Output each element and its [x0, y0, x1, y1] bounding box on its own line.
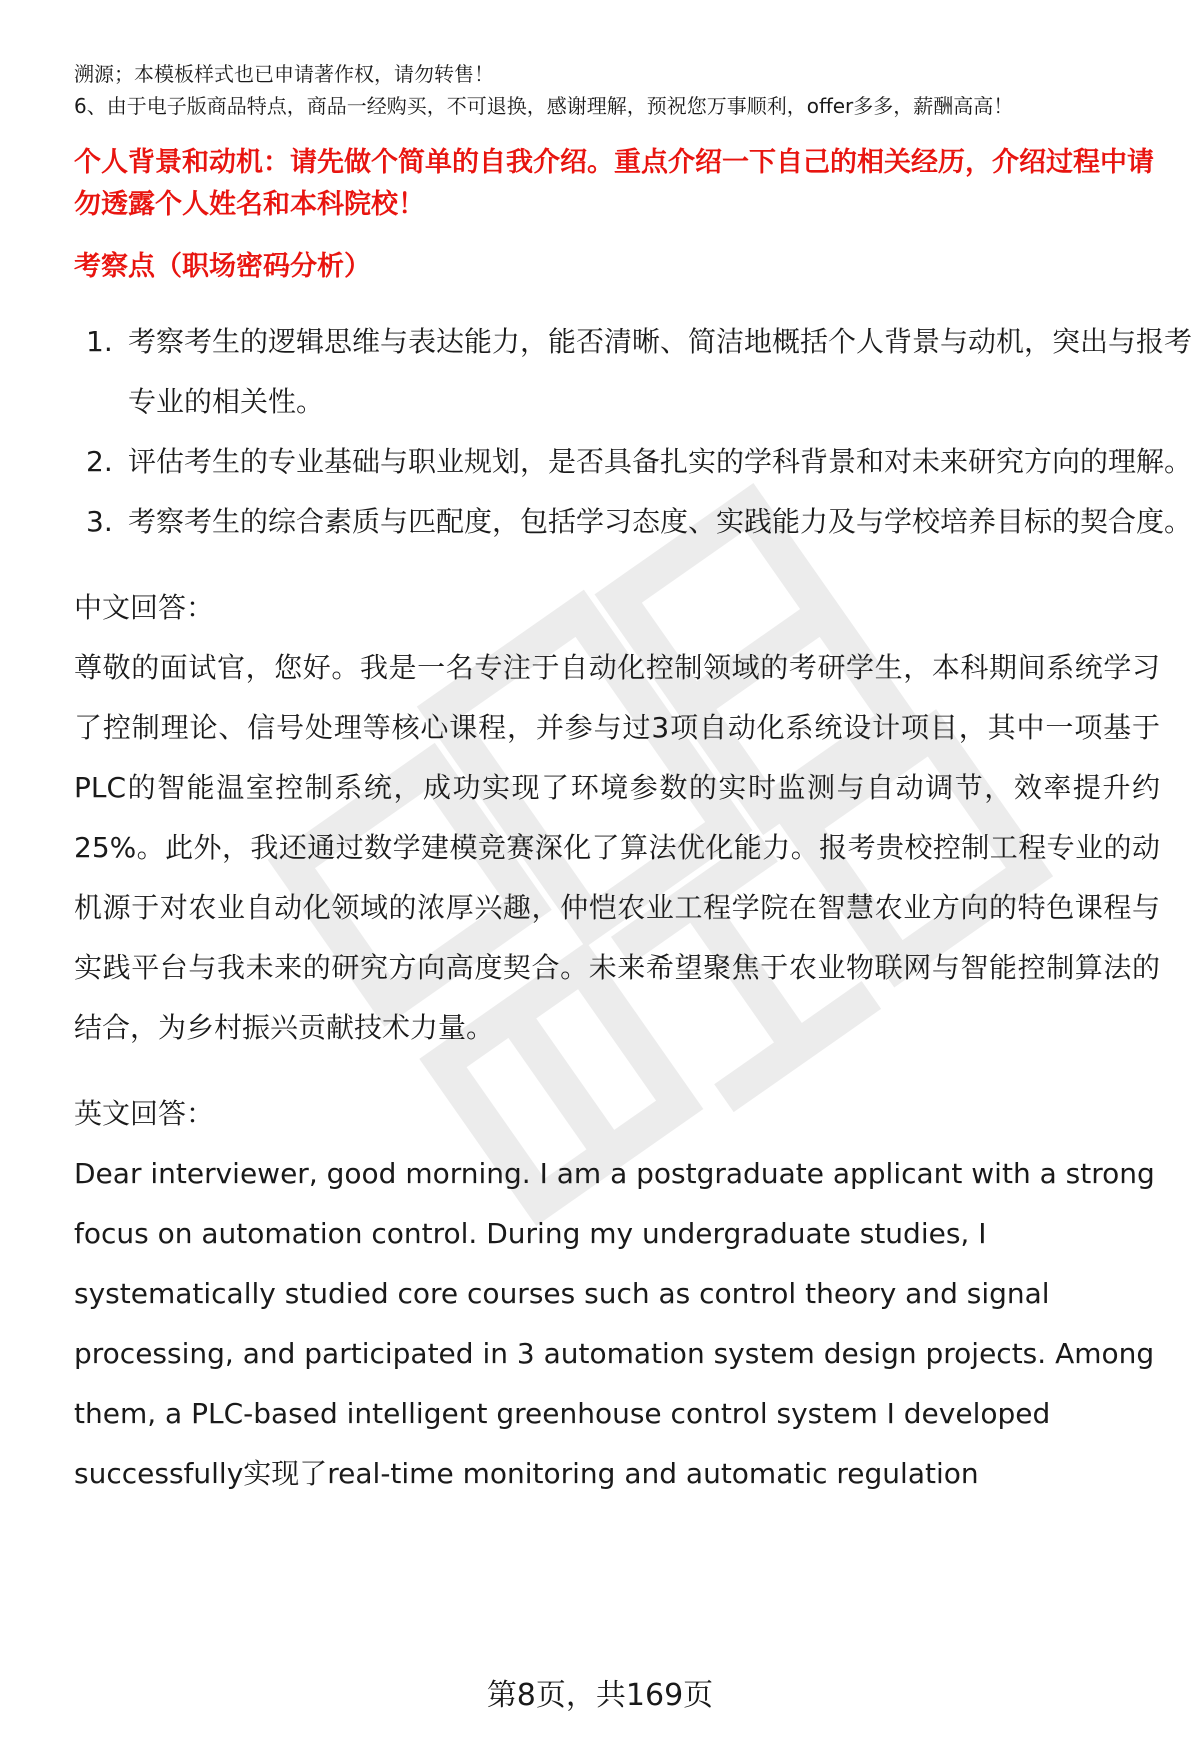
analysis-title: 考察点（职场密码分析）	[74, 251, 371, 282]
question-heading: 个人背景和动机：请先做个简单的自我介绍。重点介绍一下自己的相关经历，介绍过程中请勿透露个人姓名和本科院校！	[74, 147, 1154, 220]
analysis-point	[74, 492, 1200, 552]
analysis-point	[74, 312, 1200, 432]
notice-line-2: 6、由于电子版商品特点，商品一经购买，不可退换，感谢理解，预祝您万事顺利，offer多多，薪酬高高！	[74, 94, 1014, 118]
analysis-point	[74, 432, 1200, 492]
point-text: 考察考生的逻辑思维与表达能力，能否清晰、简洁地概括个人背景与动机，突出与报考专业的相关性。	[128, 325, 1193, 418]
point-number: 2.	[86, 445, 113, 478]
point-number: 3.	[86, 505, 113, 538]
notice-line-1: 溯源；本模板样式也已申请著作权，请勿转售！	[74, 62, 494, 86]
point-number: 1.	[86, 325, 113, 358]
point-text: 评估考生的专业基础与职业规划，是否具备扎实的学科背景和对未来研究方向的理解。	[128, 445, 1193, 478]
chinese-answer-label: 中文回答：	[74, 591, 215, 624]
english-answer-text: Dear interviewer, good morning. I am a postgraduate applicant with a strong focus on automation control. During my undergraduate studies, I systematically studied core courses such as control theory and signal processing, and participated in 3 automation system design projects. Among them, a PLC-based intelligent greenhouse control system I developed successfully实现了real-time monitoring and automatic regulation	[74, 1157, 1155, 1490]
page-footer: 第8页，共169页	[486, 1678, 714, 1713]
english-answer-label: 英文回答：	[74, 1097, 215, 1130]
chinese-answer-text: 尊敬的面试官，您好。我是一名专注于自动化控制领域的考研学生，本科期间系统学习了控制理论、信号处理等核心课程，并参与过3项自动化系统设计项目，其中一项基于PLC的智能温室控制系统，成功实现了环境参数的实时监测与自动调节，效率提升约25%。此外，我还通过数学建模竞赛深化了算法优化能力。报考贵校控制工程专业的动机源于对农业自动化领域的浓厚兴趣，仲恺农业工程学院在智慧农业方向的特色课程与实践平台与我未来的研究方向高度契合。未来希望聚焦于农业物联网与智能控制算法的结合，为乡村振兴贡献技术力量。	[74, 651, 1160, 1044]
point-text: 考察考生的综合素质与匹配度，包括学习态度、实践能力及与学校培养目标的契合度。	[128, 505, 1193, 538]
analysis-points-list	[74, 312, 1193, 552]
page-content	[74, 58, 1193, 1504]
